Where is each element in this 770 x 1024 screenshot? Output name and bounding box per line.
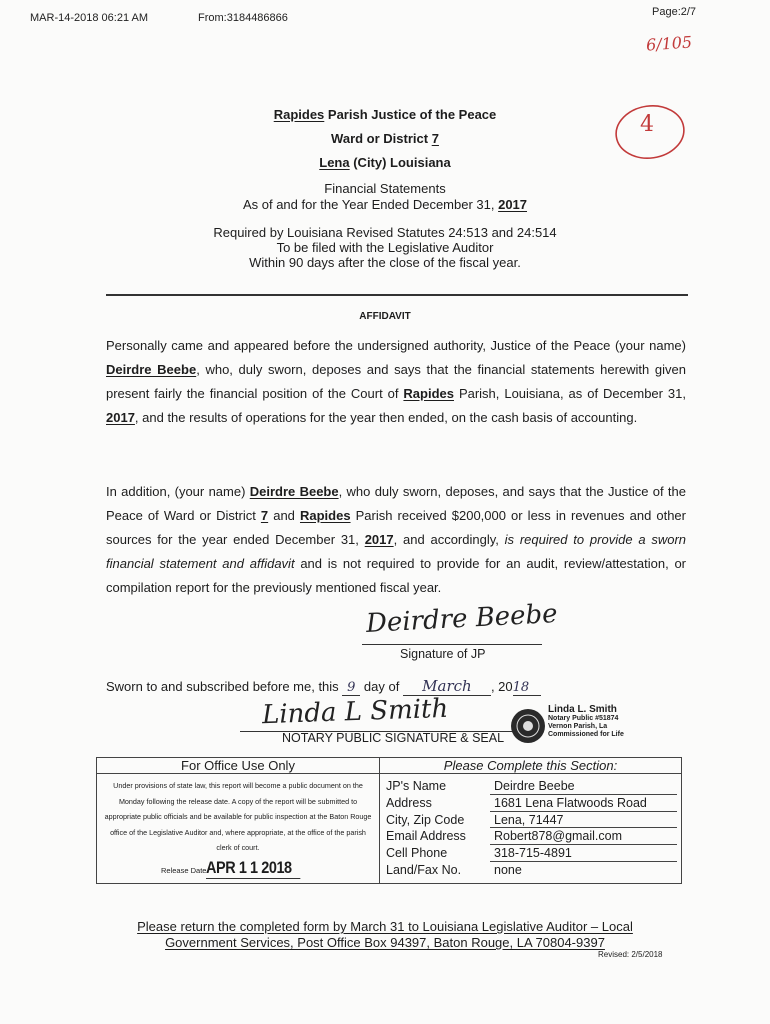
footer-line-2: Government Services, Post Office Box 94397, Baton Rouge, LA 70804-9397 <box>165 935 605 950</box>
title-parish-line <box>0 107 770 122</box>
field-email <box>380 828 681 845</box>
fax-datetime: MAR-14-2018 06:21 AM <box>30 12 149 24</box>
notary-label: NOTARY PUBLIC SIGNATURE & SEAL <box>282 731 505 745</box>
office-info-table <box>96 757 682 884</box>
text-run: Parish received $200,000 or less in revenues and other sources for the year ended December 31, <box>106 508 686 547</box>
parish-name: Rapides <box>273 107 325 122</box>
complete-section-heading: Please Complete this Section: <box>380 758 682 774</box>
field-label: Cell Phone <box>386 846 448 861</box>
field-label: Land/Fax No. <box>386 862 462 877</box>
sworn-year-suffix: 18 <box>513 680 541 696</box>
text-run: Parish, Louisiana, as of December 31, <box>454 386 686 401</box>
ward-prefix: Ward or District <box>331 131 432 146</box>
footer-line-1: Please return the completed form by March 31 to Louisiana Legislative Auditor – Local <box>137 919 633 934</box>
complete-section-cell <box>380 774 682 884</box>
sworn-day: 9 <box>342 680 360 696</box>
ward-number: 7 <box>260 508 269 523</box>
field-label: JP's Name <box>386 779 447 793</box>
italic-text: is required to provide a sworn financial statement and affidavit <box>106 532 687 571</box>
jp-name: Deirdre Beebe <box>106 362 197 377</box>
statements-line1: Financial Statements <box>324 181 446 196</box>
office-use-heading: For Office Use Only <box>97 758 380 774</box>
sworn-month: March <box>403 677 491 696</box>
field-value: Deirdre Beebe <box>490 778 677 795</box>
field-value: Robert878@gmail.com <box>490 828 677 845</box>
fiscal-year: 2017 <box>106 410 135 425</box>
ward-number: 7 <box>431 131 439 146</box>
jp-name: Deirdre Beebe <box>249 484 339 499</box>
stamp-line: Commissioned for Life <box>548 731 624 738</box>
affidavit-paragraph-1 <box>106 334 686 430</box>
affidavit-paragraph-2 <box>106 480 686 600</box>
requirement-line: To be filed with the Legislative Auditor <box>276 240 494 255</box>
stamp-line: Notary Public #51874 <box>548 715 619 722</box>
field-city-zip <box>380 812 681 829</box>
year-prefix: , 20 <box>490 679 513 694</box>
release-date <box>161 858 317 879</box>
requirement-line: Within 90 days after the close of the fiscal year. <box>249 255 521 270</box>
notary-stamp <box>548 704 638 739</box>
field-label: City, Zip Code <box>386 812 465 827</box>
text-run: , and the results of operations for the year then ended, on the cash basis of accounting. <box>134 410 638 425</box>
text-run: In addition, (your name) <box>106 484 250 499</box>
requirement-line: Required by Louisiana Revised Statutes 24:513 and 24:514 <box>213 225 557 240</box>
field-land-fax <box>380 862 681 879</box>
day-label: day of <box>360 679 403 694</box>
circled-number: 4 <box>640 112 654 137</box>
signature-label: Signature of JP <box>400 647 486 661</box>
signature-line <box>362 644 542 645</box>
affidavit-heading: AFFIDAVIT <box>359 311 411 322</box>
statements-prefix: As of and for the Year Ended December 31, <box>242 197 499 212</box>
fax-page: Page:2/7 <box>652 6 697 18</box>
fiscal-year: 2017 <box>364 532 394 547</box>
release-stamp: APR 1 1 2018 <box>206 858 300 879</box>
city-name: Lena <box>319 155 350 170</box>
parish-suffix: Parish Justice of the Peace <box>324 107 497 122</box>
title-ward-line <box>0 131 770 146</box>
city-suffix: (City) Louisiana <box>349 155 451 170</box>
field-address <box>380 795 681 812</box>
notary-seal-icon <box>510 708 546 744</box>
revised-date: Revised: 2/5/2018 <box>598 950 663 959</box>
field-value: 318-715-4891 <box>490 845 677 862</box>
fax-from: From:3184486866 <box>198 12 288 24</box>
section-divider <box>106 294 688 296</box>
field-value: 1681 Lena Flatwoods Road <box>490 795 677 812</box>
field-label: Address <box>386 795 432 810</box>
text-run: and is not required to provide for an audit, review/attestation, or compilation report for the previously mentioned fiscal year. <box>106 556 687 595</box>
notary-signature: Linda L Smith <box>261 693 449 731</box>
text-run: , and accordingly, <box>393 532 505 547</box>
text-run: and <box>268 508 300 523</box>
field-jp-name <box>380 778 681 795</box>
parish-name: Rapides <box>299 508 351 523</box>
text-run: , who duly sworn, deposes, and says that the Justice of the Peace of Ward or District <box>106 484 686 523</box>
field-value: none <box>494 862 522 877</box>
jp-signature: Deirdre Beebe <box>365 599 559 639</box>
requirements-block <box>0 225 770 270</box>
text-run: Personally came and appeared before the undersigned authority, Justice of the Peace (your name) <box>106 338 686 353</box>
office-use-cell <box>97 774 380 884</box>
sworn-line <box>106 677 541 696</box>
parish-name: Rapides <box>403 386 454 401</box>
field-label: Email Address <box>386 829 466 844</box>
stamp-line: Vernon Parish, La <box>548 723 608 730</box>
handwritten-date-note: 6/105 <box>645 32 693 55</box>
field-cell-phone <box>380 845 681 862</box>
statements-year: 2017 <box>498 197 528 212</box>
office-use-text: Under provisions of state law, this report will become a public document on the Monday following the release date. A copy of the report will be submitted to appropriate public officials and be available for public inspection at the Baton Rouge office of the Legislative Auditor and, where appropriate, at the office of the parish clerk of court. <box>104 781 372 852</box>
release-label: Release Date <box>161 866 207 875</box>
title-city-line <box>0 155 770 170</box>
field-value: Lena, 71447 <box>490 812 677 829</box>
stamp-name: Linda L. Smith <box>548 704 617 715</box>
text-run: , who, duly sworn, deposes and says that the financial statements herewith given present fairly the financial position of the Court of <box>106 362 686 401</box>
statements-line2 <box>0 197 770 212</box>
sworn-prefix: Sworn to and subscribed before me, this <box>106 679 343 694</box>
